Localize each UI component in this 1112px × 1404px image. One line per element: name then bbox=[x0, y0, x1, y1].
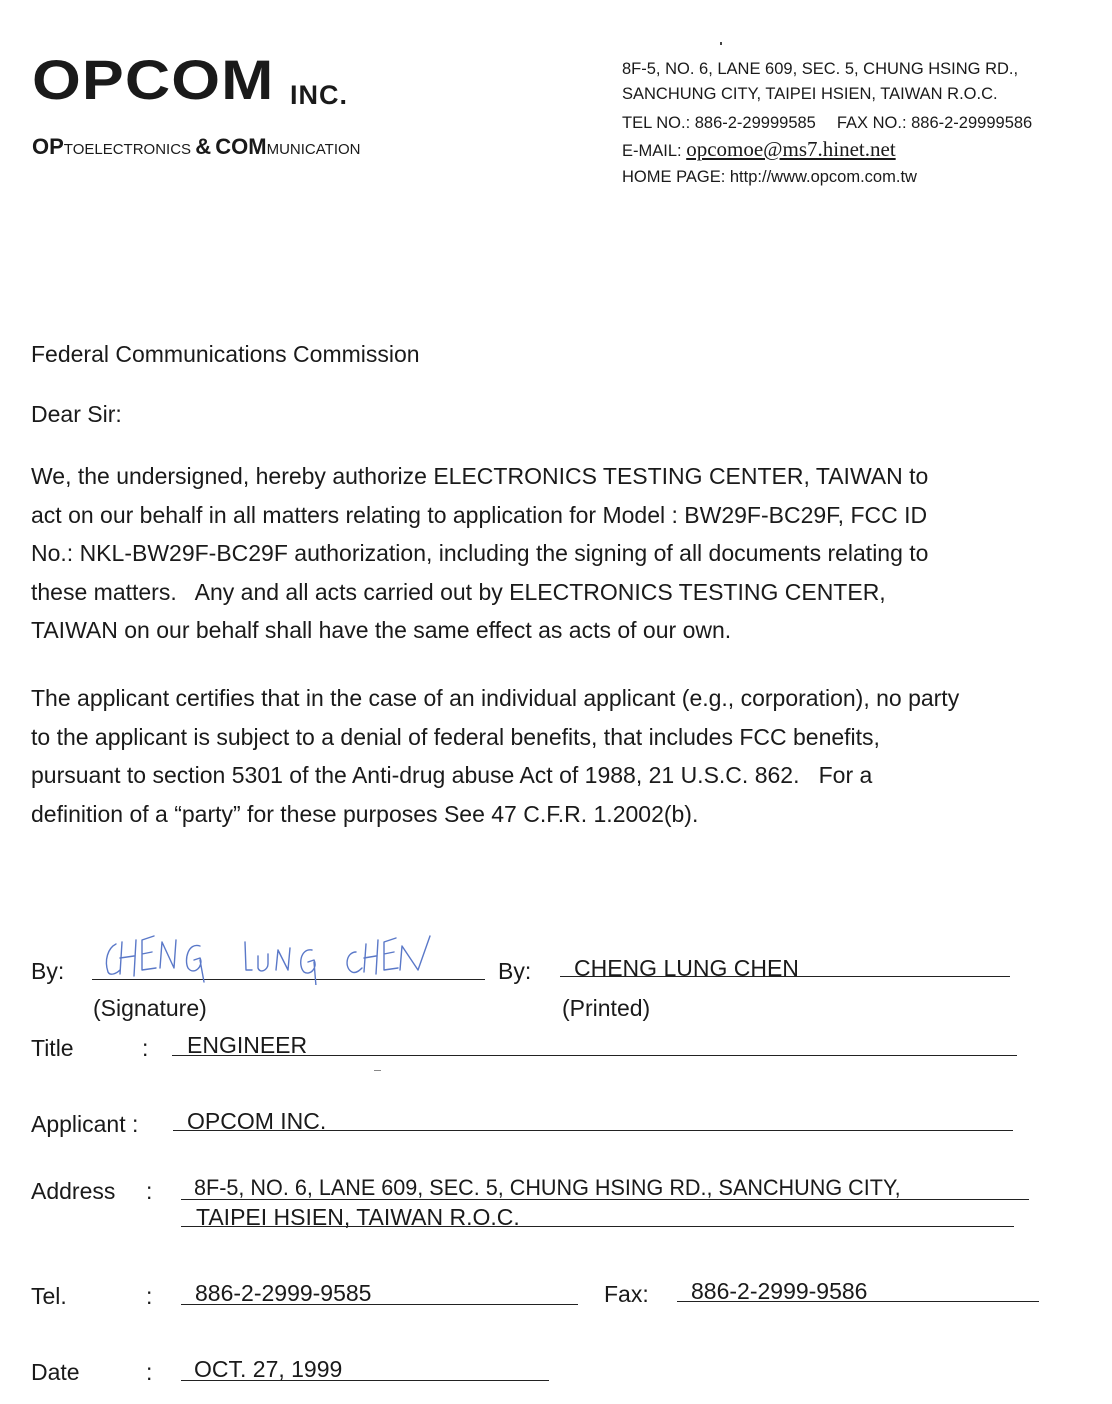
letterhead-phone-line bbox=[622, 115, 1032, 132]
sig-stroke bbox=[347, 952, 362, 973]
applicant-label: Applicant : bbox=[31, 1111, 139, 1137]
paragraph-line: act on our behalf in all matters relating to application for Model : BW29F-BC29F, FCC ID bbox=[31, 501, 928, 528]
scan-speck bbox=[720, 42, 722, 45]
address-value-1[interactable]: 8F-5, NO. 6, LANE 609, SEC. 5, CHUNG HSING RD., SANCHUNG CITY, bbox=[194, 1175, 901, 1200]
sig-stroke bbox=[142, 936, 156, 970]
tagline-com-rest: MUNICATION bbox=[266, 141, 361, 158]
paragraph-line: No.: NKL-BW29F-BC29F authorization, including the signing of all documents relating to bbox=[31, 540, 929, 566]
by-label: By: bbox=[31, 958, 65, 984]
letterhead-fax: FAX NO.: 886-2-29999586 bbox=[836, 114, 1033, 132]
sig-stroke bbox=[160, 940, 176, 968]
address-colon: : bbox=[146, 1178, 153, 1204]
sig-stroke bbox=[400, 936, 430, 970]
company-suffix: INC. bbox=[290, 80, 348, 110]
fax-value[interactable]: 886-2-2999-9586 bbox=[691, 1278, 868, 1304]
paragraph-line: definition of a “party” for these purposes See 47 C.F.R. 1.2002(b). bbox=[31, 800, 699, 827]
paragraph-line: pursuant to section 5301 of the Anti-drug abuse Act of 1988, 21 U.S.C. 862. For a bbox=[31, 762, 873, 788]
tagline-amp: & bbox=[195, 134, 212, 159]
date-colon: : bbox=[146, 1359, 153, 1385]
letterhead-email-line bbox=[622, 139, 896, 160]
sig-stroke bbox=[187, 945, 205, 982]
sig-stroke bbox=[364, 940, 378, 974]
paragraph-authorization bbox=[31, 457, 1091, 650]
sig-stroke bbox=[245, 942, 252, 970]
printed-caption: (Printed) bbox=[562, 995, 651, 1021]
by-printed-label: By: bbox=[498, 958, 532, 984]
paragraph-line: TAIWAN on our behalf shall have the same effect as acts of our own. bbox=[31, 617, 732, 643]
salutation: Dear Sir: bbox=[31, 401, 122, 427]
paragraph-line: The applicant certifies that in the case of an individual applicant (e.g., corporation), no party bbox=[31, 685, 960, 711]
date-value[interactable]: OCT. 27, 1999 bbox=[194, 1356, 343, 1382]
sig-stroke bbox=[258, 954, 268, 971]
printed-name-value[interactable]: CHENG LUNG CHEN bbox=[574, 955, 799, 981]
title-colon: : bbox=[142, 1035, 149, 1061]
sig-stroke bbox=[384, 938, 398, 970]
sig-stroke bbox=[120, 940, 136, 976]
tagline-op-rest: TOELECTRONICS bbox=[63, 141, 192, 158]
sig-stroke bbox=[106, 944, 120, 974]
fax-label: Fax: bbox=[604, 1281, 649, 1307]
signature-caption: (Signature) bbox=[93, 995, 207, 1021]
paragraph-certification bbox=[31, 679, 1091, 833]
letterhead-address-line1: 8F-5, NO. 6, LANE 609, SEC. 5, CHUNG HSING RD., bbox=[622, 60, 1019, 78]
sig-stroke bbox=[301, 950, 316, 985]
company-logo: OPCOM bbox=[32, 48, 275, 111]
tel-label: Tel. bbox=[31, 1283, 67, 1309]
title-value[interactable]: ENGINEER bbox=[187, 1032, 308, 1058]
applicant-value[interactable]: OPCOM INC. bbox=[187, 1108, 327, 1134]
recipient: Federal Communications Commission bbox=[31, 341, 420, 367]
email-label: E-MAIL: bbox=[622, 142, 682, 160]
email-link[interactable]: opcomoe@ms7.hinet.net bbox=[686, 137, 896, 161]
handwritten-signature bbox=[100, 930, 460, 985]
title-label: Title bbox=[31, 1035, 74, 1061]
tagline-com: COM bbox=[215, 134, 267, 159]
company-tagline bbox=[32, 136, 361, 158]
letterhead-tel: TEL NO.: 886-2-29999585 bbox=[622, 114, 816, 132]
paragraph-line: to the applicant is subject to a denial of federal benefits, that includes FCC benefits, bbox=[31, 723, 880, 750]
tel-colon: : bbox=[146, 1283, 153, 1309]
paragraph-line: these matters. Any and all acts carried out by ELECTRONICS TESTING CENTER, bbox=[31, 578, 886, 605]
sig-stroke bbox=[276, 948, 290, 970]
scan-mark bbox=[374, 1070, 381, 1071]
paragraph-line: We, the undersigned, hereby authorize ELECTRONICS TESTING CENTER, TAIWAN to bbox=[31, 463, 929, 489]
letterhead-address-line2: SANCHUNG CITY, TAIPEI HSIEN, TAIWAN R.O.C. bbox=[622, 85, 998, 103]
tagline-op: OP bbox=[32, 134, 64, 159]
address-label: Address bbox=[31, 1178, 116, 1204]
letterhead-homepage: HOME PAGE: http://www.opcom.com.tw bbox=[622, 168, 917, 186]
tel-value[interactable]: 886-2-2999-9585 bbox=[195, 1280, 372, 1306]
address-value-2[interactable]: TAIPEI HSIEN, TAIWAN R.O.C. bbox=[196, 1204, 520, 1230]
date-label: Date bbox=[31, 1359, 80, 1385]
